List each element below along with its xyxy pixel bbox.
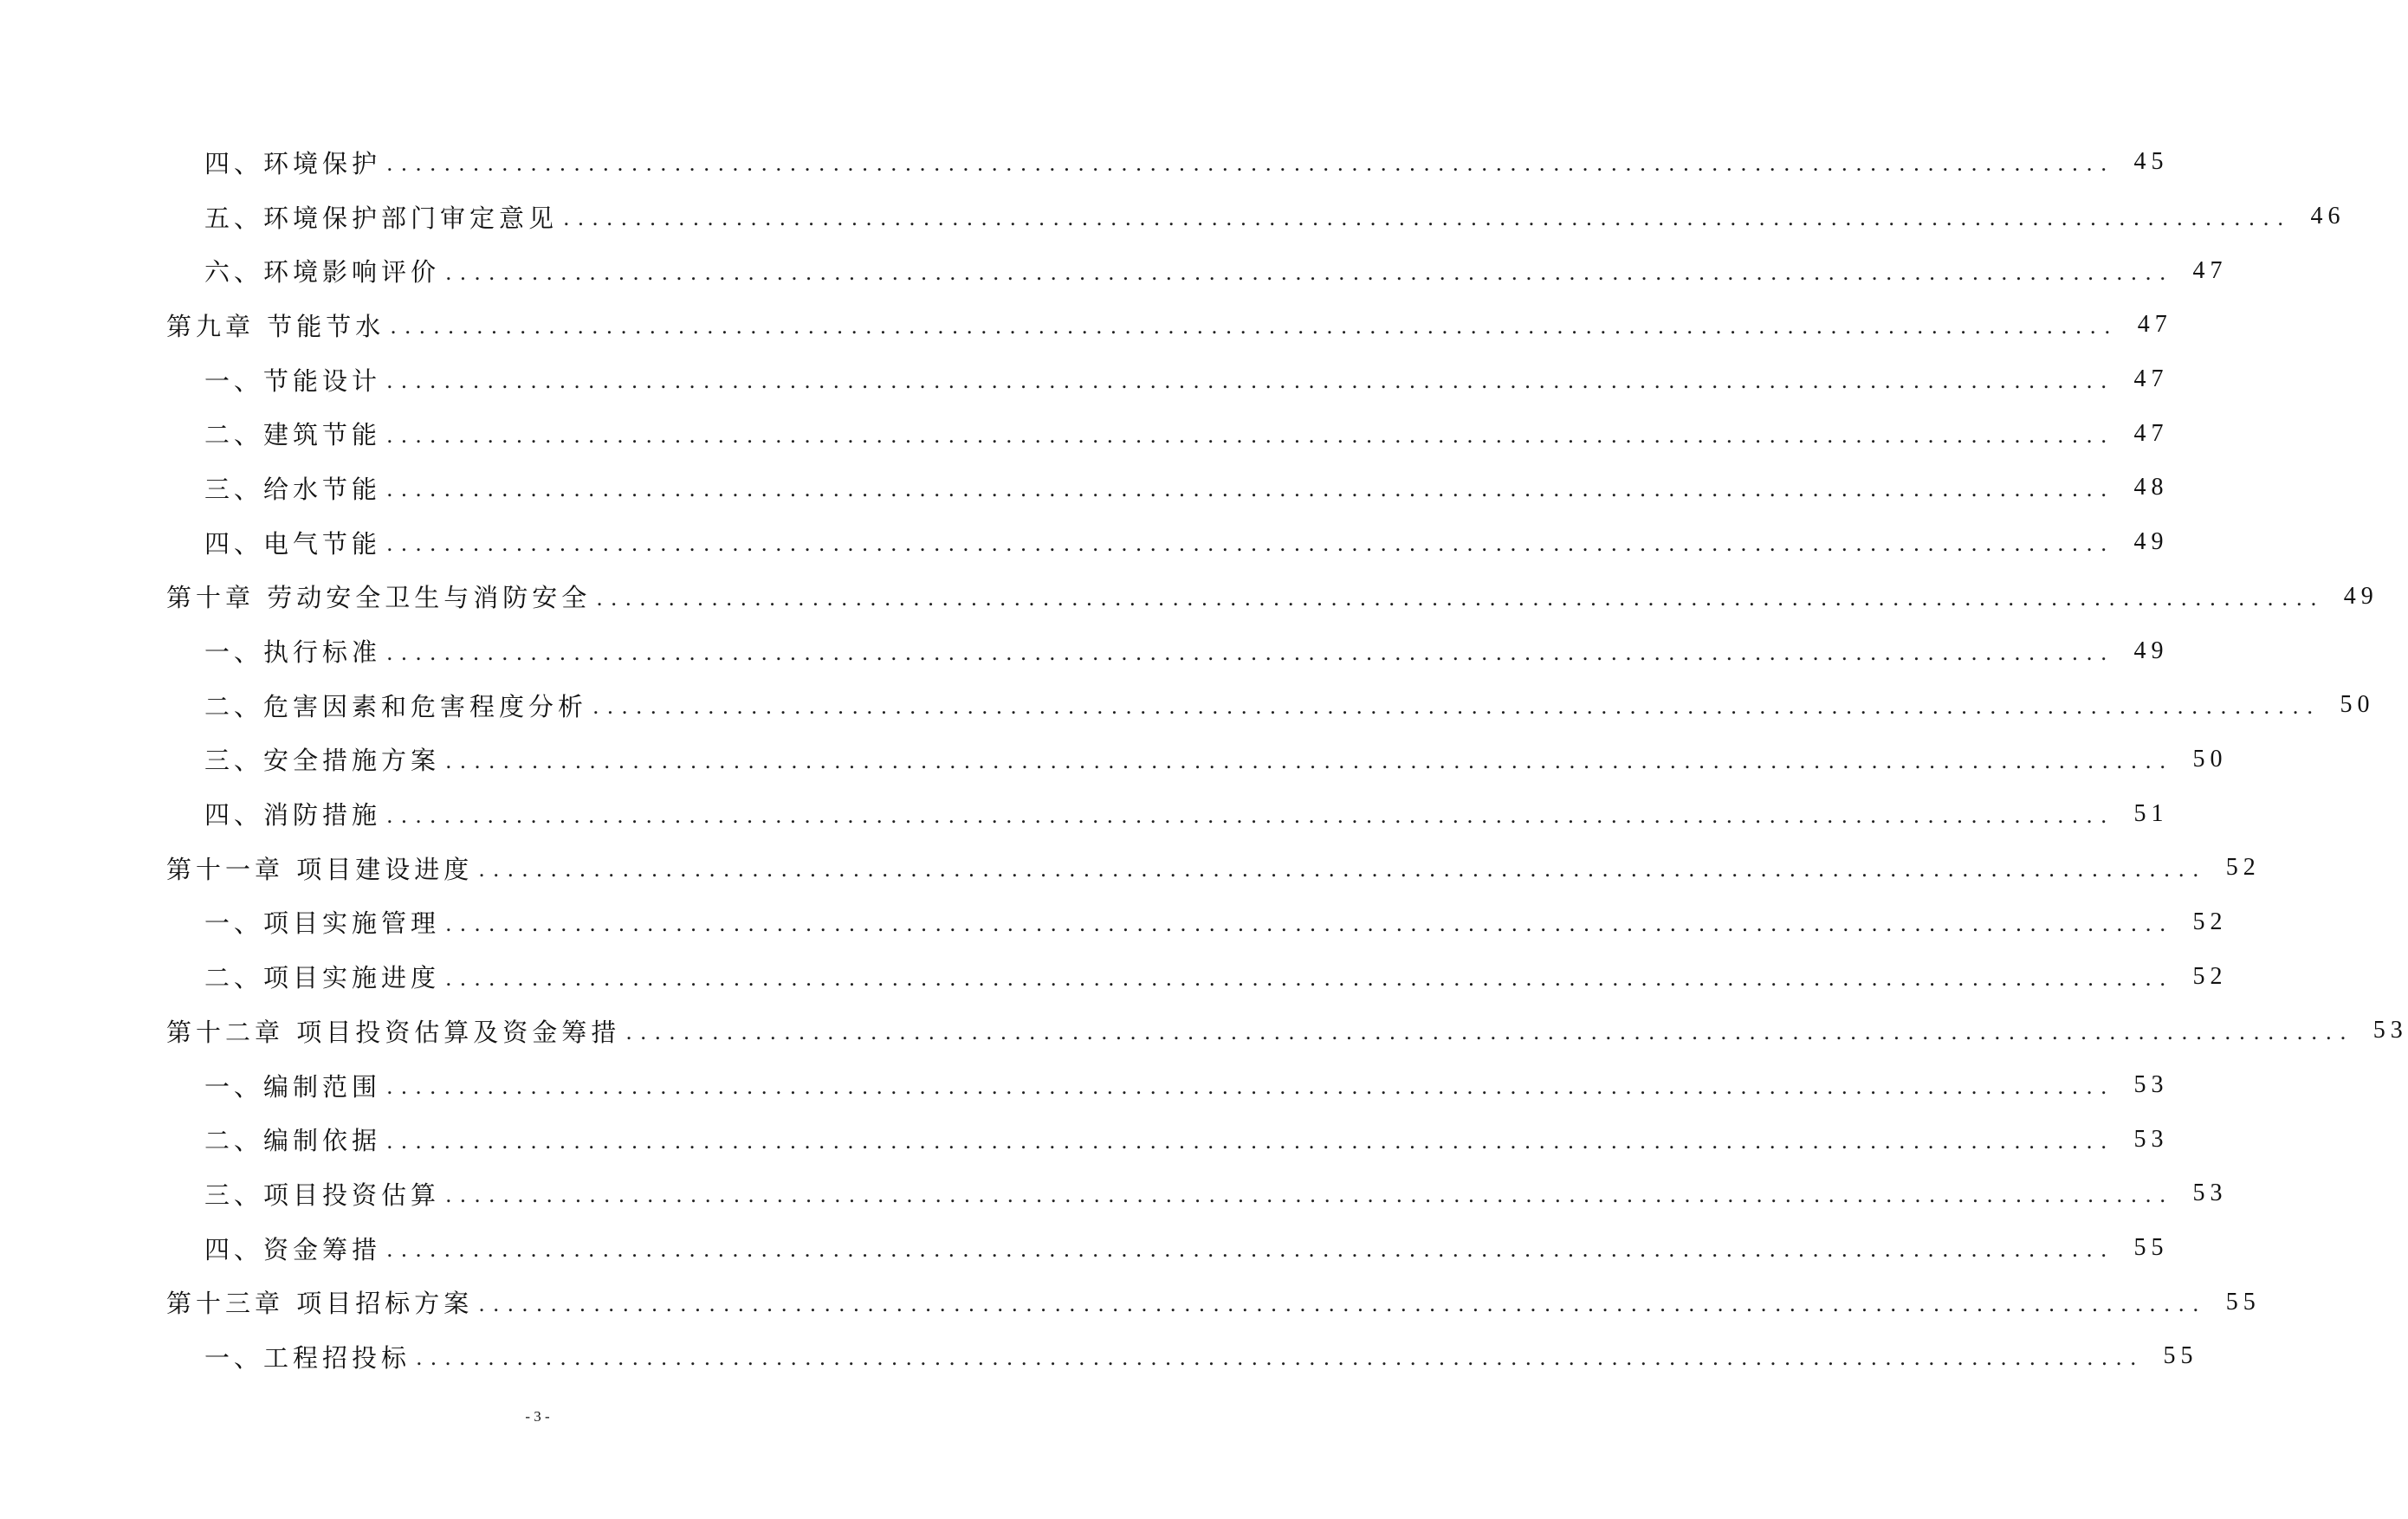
toc-entry-title: 二、编制依据 bbox=[204, 1121, 386, 1157]
toc-entry-title: 五、环境保护部门审定意见 bbox=[204, 199, 563, 235]
toc-dot-leader: ........................................................................................................................ bbox=[445, 748, 2174, 773]
toc-section-entry[interactable] bbox=[0, 624, 2169, 678]
toc-section-entry[interactable] bbox=[0, 678, 2375, 733]
toc-entry-title: 一、编制范围 bbox=[204, 1068, 386, 1103]
toc-entry-page-number: 47 bbox=[2192, 256, 2228, 284]
toc-section-entry[interactable] bbox=[0, 461, 2169, 515]
toc-entry-title: 六、环境影响评价 bbox=[204, 253, 445, 288]
toc-dot-leader: ........................................................................................................................ bbox=[445, 1183, 2174, 1208]
toc-entry-page-number: 50 bbox=[2192, 745, 2228, 772]
toc-section-entry[interactable] bbox=[0, 1221, 2169, 1276]
toc-section-entry[interactable] bbox=[0, 190, 2346, 244]
toc-entry-title: 四、环境保护 bbox=[204, 145, 386, 180]
toc-entry-page-number: 55 bbox=[2163, 1342, 2198, 1370]
toc-dot-leader: ........................................................................................................................ bbox=[386, 640, 2115, 665]
toc-entry-page-number: 49 bbox=[2133, 528, 2169, 556]
toc-dot-leader: ........................................................................................................................ bbox=[596, 585, 2325, 611]
toc-entry-page-number: 52 bbox=[2192, 962, 2228, 990]
toc-chapter-entry[interactable] bbox=[0, 1004, 2408, 1058]
toc-entry-title: 四、资金筹措 bbox=[204, 1231, 386, 1266]
toc-dot-leader: ........................................................................................................................ bbox=[445, 966, 2174, 991]
toc-entry-page-number: 53 bbox=[2133, 1071, 2169, 1099]
toc-section-entry[interactable] bbox=[0, 135, 2169, 190]
toc-section-entry[interactable] bbox=[0, 352, 2169, 407]
toc-dot-leader: ........................................................................................................................ bbox=[592, 695, 2321, 720]
toc-entry-page-number: 53 bbox=[2133, 1125, 2169, 1153]
toc-section-entry[interactable] bbox=[0, 786, 2169, 841]
toc-entry-page-number: 55 bbox=[2133, 1234, 2169, 1262]
toc-entry-page-number: 47 bbox=[2133, 365, 2169, 393]
toc-entry-page-number: 46 bbox=[2310, 203, 2346, 230]
toc-dot-leader: ........................................................................................................................ bbox=[478, 1291, 2207, 1316]
toc-section-entry[interactable] bbox=[0, 895, 2228, 950]
toc-entry-title: 二、项目实施进度 bbox=[204, 959, 445, 994]
toc-dot-leader: ........................................................................................................................ bbox=[386, 423, 2115, 448]
toc-dot-leader: ........................................................................................................................ bbox=[386, 1128, 2115, 1154]
page-footer-number: - 3 - bbox=[525, 1408, 550, 1425]
toc-section-entry[interactable] bbox=[0, 1058, 2169, 1113]
toc-entry-page-number: 48 bbox=[2133, 474, 2169, 501]
toc-chapter-entry[interactable] bbox=[0, 298, 2172, 352]
toc-entry-title: 第十三章 项目招标方案 bbox=[166, 1284, 478, 1320]
toc-dot-leader: ........................................................................................................................ bbox=[386, 1238, 2115, 1263]
toc-entry-title: 三、安全措施方案 bbox=[204, 741, 445, 777]
toc-section-entry[interactable] bbox=[0, 949, 2228, 1004]
toc-entry-title: 一、节能设计 bbox=[204, 362, 386, 398]
toc-dot-leader: ........................................................................................................................ bbox=[386, 369, 2115, 394]
toc-entry-page-number: 53 bbox=[2192, 1180, 2228, 1207]
toc-dot-leader: ........................................................................................................................ bbox=[386, 532, 2115, 557]
toc-section-entry[interactable] bbox=[0, 406, 2169, 461]
toc-dot-leader: ........................................................................................................................ bbox=[386, 152, 2115, 177]
toc-entry-title: 第十一章 项目建设进度 bbox=[166, 850, 478, 886]
toc-chapter-entry[interactable] bbox=[0, 570, 2379, 624]
toc-section-entry[interactable] bbox=[0, 515, 2169, 570]
toc-dot-leader: ........................................................................................................................ bbox=[416, 1346, 2145, 1371]
toc-dot-leader: ........................................................................................................................ bbox=[445, 911, 2174, 936]
toc-entry-title: 三、项目投资估算 bbox=[204, 1176, 445, 1212]
toc-entry-page-number: 45 bbox=[2133, 148, 2169, 176]
toc-section-entry[interactable] bbox=[0, 1329, 2198, 1384]
toc-entry-title: 一、工程招投标 bbox=[204, 1339, 416, 1374]
toc-dot-leader: ........................................................................................................................ bbox=[386, 803, 2115, 828]
toc-entry-title: 三、给水节能 bbox=[204, 470, 386, 506]
toc-section-entry[interactable] bbox=[0, 733, 2228, 787]
toc-entry-title: 四、电气节能 bbox=[204, 525, 386, 560]
toc-entry-title: 一、项目实施管理 bbox=[204, 904, 445, 940]
toc-entry-page-number: 47 bbox=[2137, 311, 2172, 339]
toc-entry-page-number: 55 bbox=[2225, 1288, 2261, 1315]
toc-entry-page-number: 49 bbox=[2133, 637, 2169, 664]
toc-dot-leader: ........................................................................................................................ bbox=[563, 206, 2292, 231]
toc-entry-page-number: 53 bbox=[2372, 1017, 2408, 1044]
toc-chapter-entry[interactable] bbox=[0, 841, 2261, 895]
toc-entry-title: 一、执行标准 bbox=[204, 633, 386, 669]
toc-entry-title: 二、危害因素和危害程度分析 bbox=[204, 688, 592, 723]
toc-dot-leader: ........................................................................................................................ bbox=[625, 1020, 2354, 1045]
toc-entry-title: 第十章 劳动安全卫生与消防安全 bbox=[166, 579, 596, 614]
toc-dot-leader: ........................................................................................................................ bbox=[386, 477, 2115, 502]
toc-entry-title: 二、建筑节能 bbox=[204, 416, 386, 451]
toc-dot-leader: ........................................................................................................................ bbox=[478, 857, 2207, 882]
toc-entry-page-number: 50 bbox=[2340, 691, 2375, 719]
toc-chapter-entry[interactable] bbox=[0, 1275, 2261, 1329]
toc-entry-title: 四、消防措施 bbox=[204, 796, 386, 831]
toc-entry-page-number: 52 bbox=[2225, 854, 2261, 882]
toc-entry-title: 第十二章 项目投资估算及资金筹措 bbox=[166, 1013, 625, 1049]
toc-entry-page-number: 51 bbox=[2133, 799, 2169, 827]
toc-dot-leader: ........................................................................................................................ bbox=[386, 1075, 2115, 1100]
toc-entry-page-number: 52 bbox=[2192, 908, 2228, 935]
table-of-contents bbox=[0, 135, 2408, 1384]
toc-dot-leader: ........................................................................................................................ bbox=[445, 260, 2174, 285]
toc-section-entry[interactable] bbox=[0, 1167, 2228, 1221]
toc-entry-page-number: 49 bbox=[2343, 582, 2379, 610]
toc-section-entry[interactable] bbox=[0, 1112, 2169, 1167]
toc-dot-leader: ........................................................................................................................ bbox=[390, 314, 2119, 339]
toc-entry-page-number: 47 bbox=[2133, 419, 2169, 447]
toc-section-entry[interactable] bbox=[0, 243, 2228, 298]
toc-entry-title: 第九章 节能节水 bbox=[166, 307, 390, 343]
